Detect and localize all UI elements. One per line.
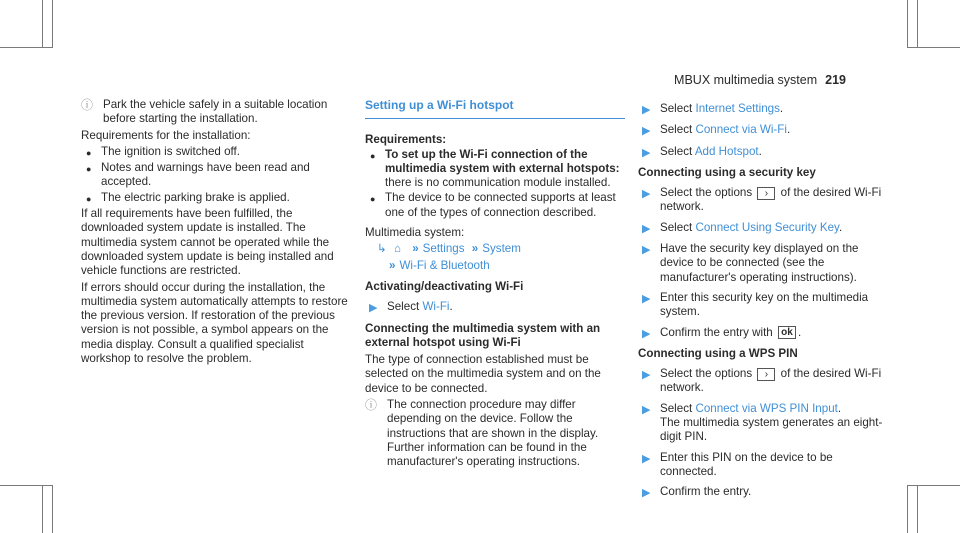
multimedia-label: Multimedia system: <box>365 226 465 240</box>
crop-mark <box>907 0 908 48</box>
crop-mark <box>52 0 53 48</box>
crop-mark <box>917 485 918 533</box>
step-item: ▶ Select the options › of the desired Wi-Fi network. <box>638 186 890 215</box>
wifi-link[interactable]: Wi-Fi <box>422 300 450 314</box>
bullet-icon: ● <box>86 193 92 204</box>
step-item: ▶ Select Internet Settings. <box>638 102 890 117</box>
step-arrow-icon: ▶ <box>642 403 651 416</box>
step-arrow-icon: ▶ <box>642 125 651 138</box>
info-icon: ⓘ <box>365 398 378 413</box>
list-item: ● Notes and warnings have been read and accepted. <box>86 161 310 189</box>
requirements-intro: Requirements for the installation: <box>81 128 251 142</box>
crop-mark <box>908 47 960 48</box>
path-wifi-bluetooth[interactable]: Wi-Fi & Bluetooth <box>399 258 490 272</box>
bullet-icon: ● <box>370 194 376 205</box>
step-arrow-icon: ▶ <box>642 487 651 500</box>
step-arrow-icon: ▶ <box>642 369 651 382</box>
step-item: ▶ Select Wi-Fi. <box>365 300 625 315</box>
step-item: ▶ Select the options › of the desired Wi-Fi network. <box>638 367 890 396</box>
crop-mark <box>42 0 43 48</box>
crop-mark <box>0 47 52 48</box>
column-1 <box>81 98 349 368</box>
bullet-icon: ● <box>86 147 92 158</box>
internet-settings-link[interactable]: Internet Settings <box>695 102 780 115</box>
step-arrow-icon: ▶ <box>642 146 651 159</box>
column-2 <box>365 98 625 472</box>
step-arrow-icon: ▶ <box>642 327 651 340</box>
page-number: 219 <box>825 73 846 87</box>
step-arrow-icon: ▶ <box>642 244 651 257</box>
list-item: ● To set up the Wi-Fi connection of the multimedia system with external hotspots: there is no communication module installed. <box>370 147 620 190</box>
section-title: Setting up a Wi-Fi hotspot <box>365 98 625 119</box>
step-arrow-icon: ▶ <box>642 452 651 465</box>
step-item: ▶ Enter this security key on the multimedia system. <box>638 291 890 320</box>
bullet-icon: ● <box>86 164 92 175</box>
step-item: ▶ Confirm the entry with ok . <box>638 326 890 341</box>
column-3 <box>638 98 890 507</box>
chevron-right-icon: » <box>471 242 479 256</box>
path-system[interactable]: System <box>482 242 521 256</box>
subheading-connect: Connecting the multimedia system with an external hotspot using Wi-Fi <box>365 321 601 349</box>
step-item: ▶ Select Add Hotspot. <box>638 145 890 160</box>
add-hotspot-link[interactable]: Add Hotspot <box>694 144 759 158</box>
step-item: ▶ Enter this PIN on the device to be connected. <box>638 451 890 480</box>
crop-mark <box>917 0 918 48</box>
chevron-right-icon: » <box>389 258 396 272</box>
list-item: ● The electric parking brake is applied. <box>81 191 349 206</box>
header-title: MBUX multimedia system <box>674 73 818 87</box>
chevron-right-icon: » <box>412 242 419 256</box>
crop-mark <box>0 485 52 486</box>
paragraph: If errors should occur during the installation, the multimedia system automatically attempts to restore the previous version. If restoration of the previous version is not possible, a symbol appears on the media display. Consult a qualified specialist workshop to resolve the problem. <box>81 280 348 366</box>
step-item: ▶ Have the security key displayed on the device to be connected (see the manufacturer's operating instructions). <box>638 242 890 285</box>
requirements-label: Requirements: <box>365 133 447 147</box>
subheading-security-key: Connecting using a security key <box>638 165 816 179</box>
security-key-link[interactable]: Connect Using Security Key <box>695 220 839 234</box>
menu-path-cont <box>365 259 625 273</box>
list-item: ● The ignition is switched off. <box>81 145 349 160</box>
step-item: ▶ Select Connect Using Security Key. <box>638 221 890 236</box>
step-arrow-icon: ▶ <box>642 222 651 235</box>
wps-pin-link[interactable]: Connect via WPS PIN Input <box>695 401 838 415</box>
crop-mark <box>907 485 908 533</box>
options-chevron-icon[interactable]: › <box>757 187 775 200</box>
step-item: ▶ Select Connect via Wi-Fi. <box>638 123 890 138</box>
home-icon[interactable]: ⌂ <box>393 242 401 256</box>
step-arrow-icon: ▶ <box>642 188 651 201</box>
crop-mark <box>42 485 43 533</box>
path-settings[interactable]: Settings <box>422 242 465 256</box>
info-icon: ⓘ <box>81 98 94 112</box>
paragraph: If all requirements have been fulfilled, the downloaded system update is installed. The multimedia system cannot be operated while the downloaded system update is being installed and vehicle functions are restricted. <box>81 207 334 278</box>
step-arrow-icon: ▶ <box>369 302 378 315</box>
paragraph: The type of connection established must be selected on the multimedia system and on the device to be connected. <box>365 353 601 395</box>
connect-wifi-link[interactable]: Connect via Wi-Fi <box>695 123 787 137</box>
crop-mark <box>52 485 53 533</box>
tip-note: ⓘ Park the vehicle safely in a suitable location before starting the installation. <box>81 98 328 126</box>
page-header <box>674 73 846 87</box>
step-item: ▶ Select Connect via WPS PIN Input. The multimedia system generates an eight-digit PIN. <box>638 402 890 445</box>
step-arrow-icon: ▶ <box>642 292 651 305</box>
options-chevron-icon[interactable]: › <box>757 368 775 381</box>
tip-note: ⓘ The connection procedure may differ depending on the device. Follow the instructions that are shown in the display. Further information can be found in the manufacturer's operating instructions. <box>365 398 599 469</box>
crop-mark <box>908 485 960 486</box>
step-arrow-icon: ▶ <box>642 104 651 116</box>
ok-button[interactable]: ok <box>778 326 796 339</box>
bullet-icon: ● <box>370 150 376 161</box>
menu-path <box>365 242 625 256</box>
list-item: ● The device to be connected supports at least one of the types of connection described. <box>370 191 616 219</box>
subheading-wps: Connecting using a WPS PIN <box>638 346 798 360</box>
step-item: ▶ Confirm the entry. <box>638 485 890 500</box>
return-arrow-icon: ↳ <box>377 242 387 256</box>
subheading-activate: Activating/deactivating Wi-Fi <box>365 279 524 293</box>
